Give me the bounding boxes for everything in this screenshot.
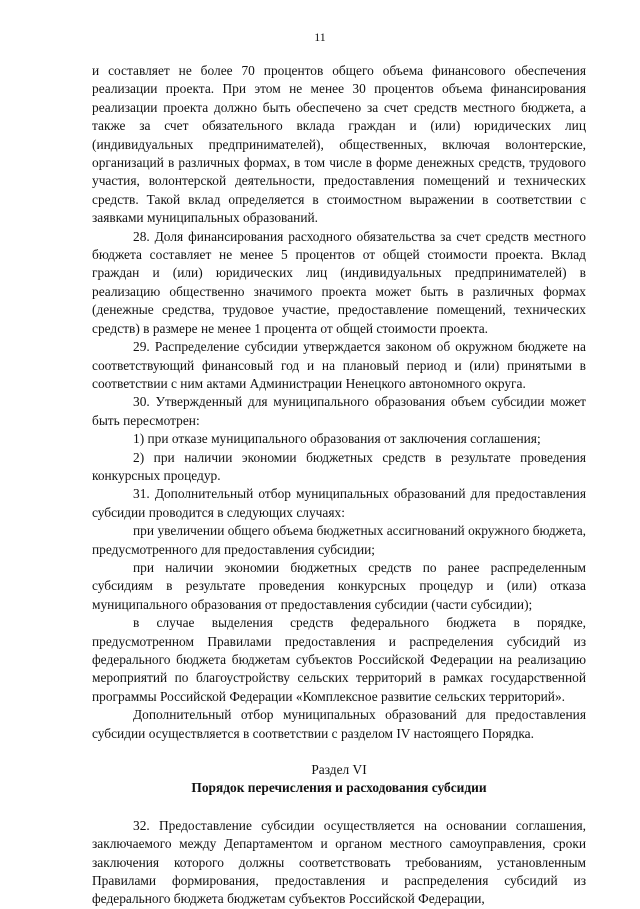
paragraph: Дополнительный отбор муниципальных образований для предоставления субсидии осуществляется в соответствии с разделом IV настоящего Порядка.	[92, 707, 586, 741]
paragraph: 2) при наличии экономии бюджетных средств в результате проведения конкурсных процедур.	[92, 449, 586, 483]
paragraph: 32. Предоставление субсидии осуществляется на основании соглашения, заключаемого между Департаментом и органом местного самоуправления, сроки заключения которого должны соответствовать требованиям, установленным Правилами формирования, предоставления и распределения субсидий из федерального бюджета бюджетам субъектов Российской Федерации,	[92, 817, 586, 907]
paragraph: 28. Доля финансирования расходного обязательства за счет средств местного бюджета составляет не менее 5 процентов от общей стоимости проекта. Вклад граждан и (или) юридических лиц (индивидуальных предпринимателей) в реализацию общественно значимого проекта может быть в различных формах (денежные средства, трудовое участие, предоставление помещений, технических средств) в размере не менее 1 процента от общей стоимости проекта.	[92, 228, 586, 336]
paragraph: при увеличении общего объема бюджетных ассигнований окружного бюджета, предусмотренного для предоставления субсидии;	[92, 523, 586, 557]
section-title: Порядок перечисления и расходования субсидии	[191, 780, 487, 796]
paragraph: и составляет не более 70 процентов общего объема финансового обеспечения реализации проекта. При этом не менее 30 процентов объема финансирования реализации проекта должно быть обеспечено за счет средств местного бюджета, а также за счет обязательного вклада граждан и (или) юридических лиц (индивидуальных предпринимателей), общественных, включая волонтерские, организаций в различных формах, в том числе в форме денежных средств, трудового участия, волонтерской деятельности, предоставления помещений и технических средств. Такой вклад определяется в стоимостном выражении в соответствии с заявками муниципальных образований.	[92, 63, 586, 226]
paragraph: в случае выделения средств федерального бюджета в порядке, предусмотренном Правилами предоставления и распределения субсидий из федерального бюджета бюджетам субъектов Российской Федерации на реализацию мероприятий по благоустройству сельских территорий в рамках государственной программы Российской Федерации «Комплексное развитие сельских территорий».	[92, 615, 586, 704]
paragraphs-before	[92, 62, 586, 743]
paragraph: 31. Дополнительный отбор муниципальных образований для предоставления субсидии проводится в следующих случаях:	[92, 486, 586, 520]
paragraph: 29. Распределение субсидии утверждается законом об окружном бюджете на соответствующий финансовый год и на плановый период и (или) принятыми в соответствии с ним актами Администрации Ненецкого автономного округа.	[92, 339, 586, 391]
paragraphs-after	[92, 817, 586, 909]
paragraph: при наличии экономии бюджетных средств по ранее распределенным субсидиям в результате проведения конкурсных процедур и (или) отказа муниципального образования от предоставления субсидии (части субсидии);	[92, 559, 586, 612]
section-number: Раздел VI	[311, 762, 367, 778]
paragraph: 30. Утвержденный для муниципального образования объем субсидии может быть пересмотрен:	[92, 394, 586, 428]
page-number: 11	[314, 30, 326, 44]
paragraph: 1) при отказе муниципального образования от заключения соглашения;	[133, 431, 541, 447]
document-body	[92, 62, 586, 909]
